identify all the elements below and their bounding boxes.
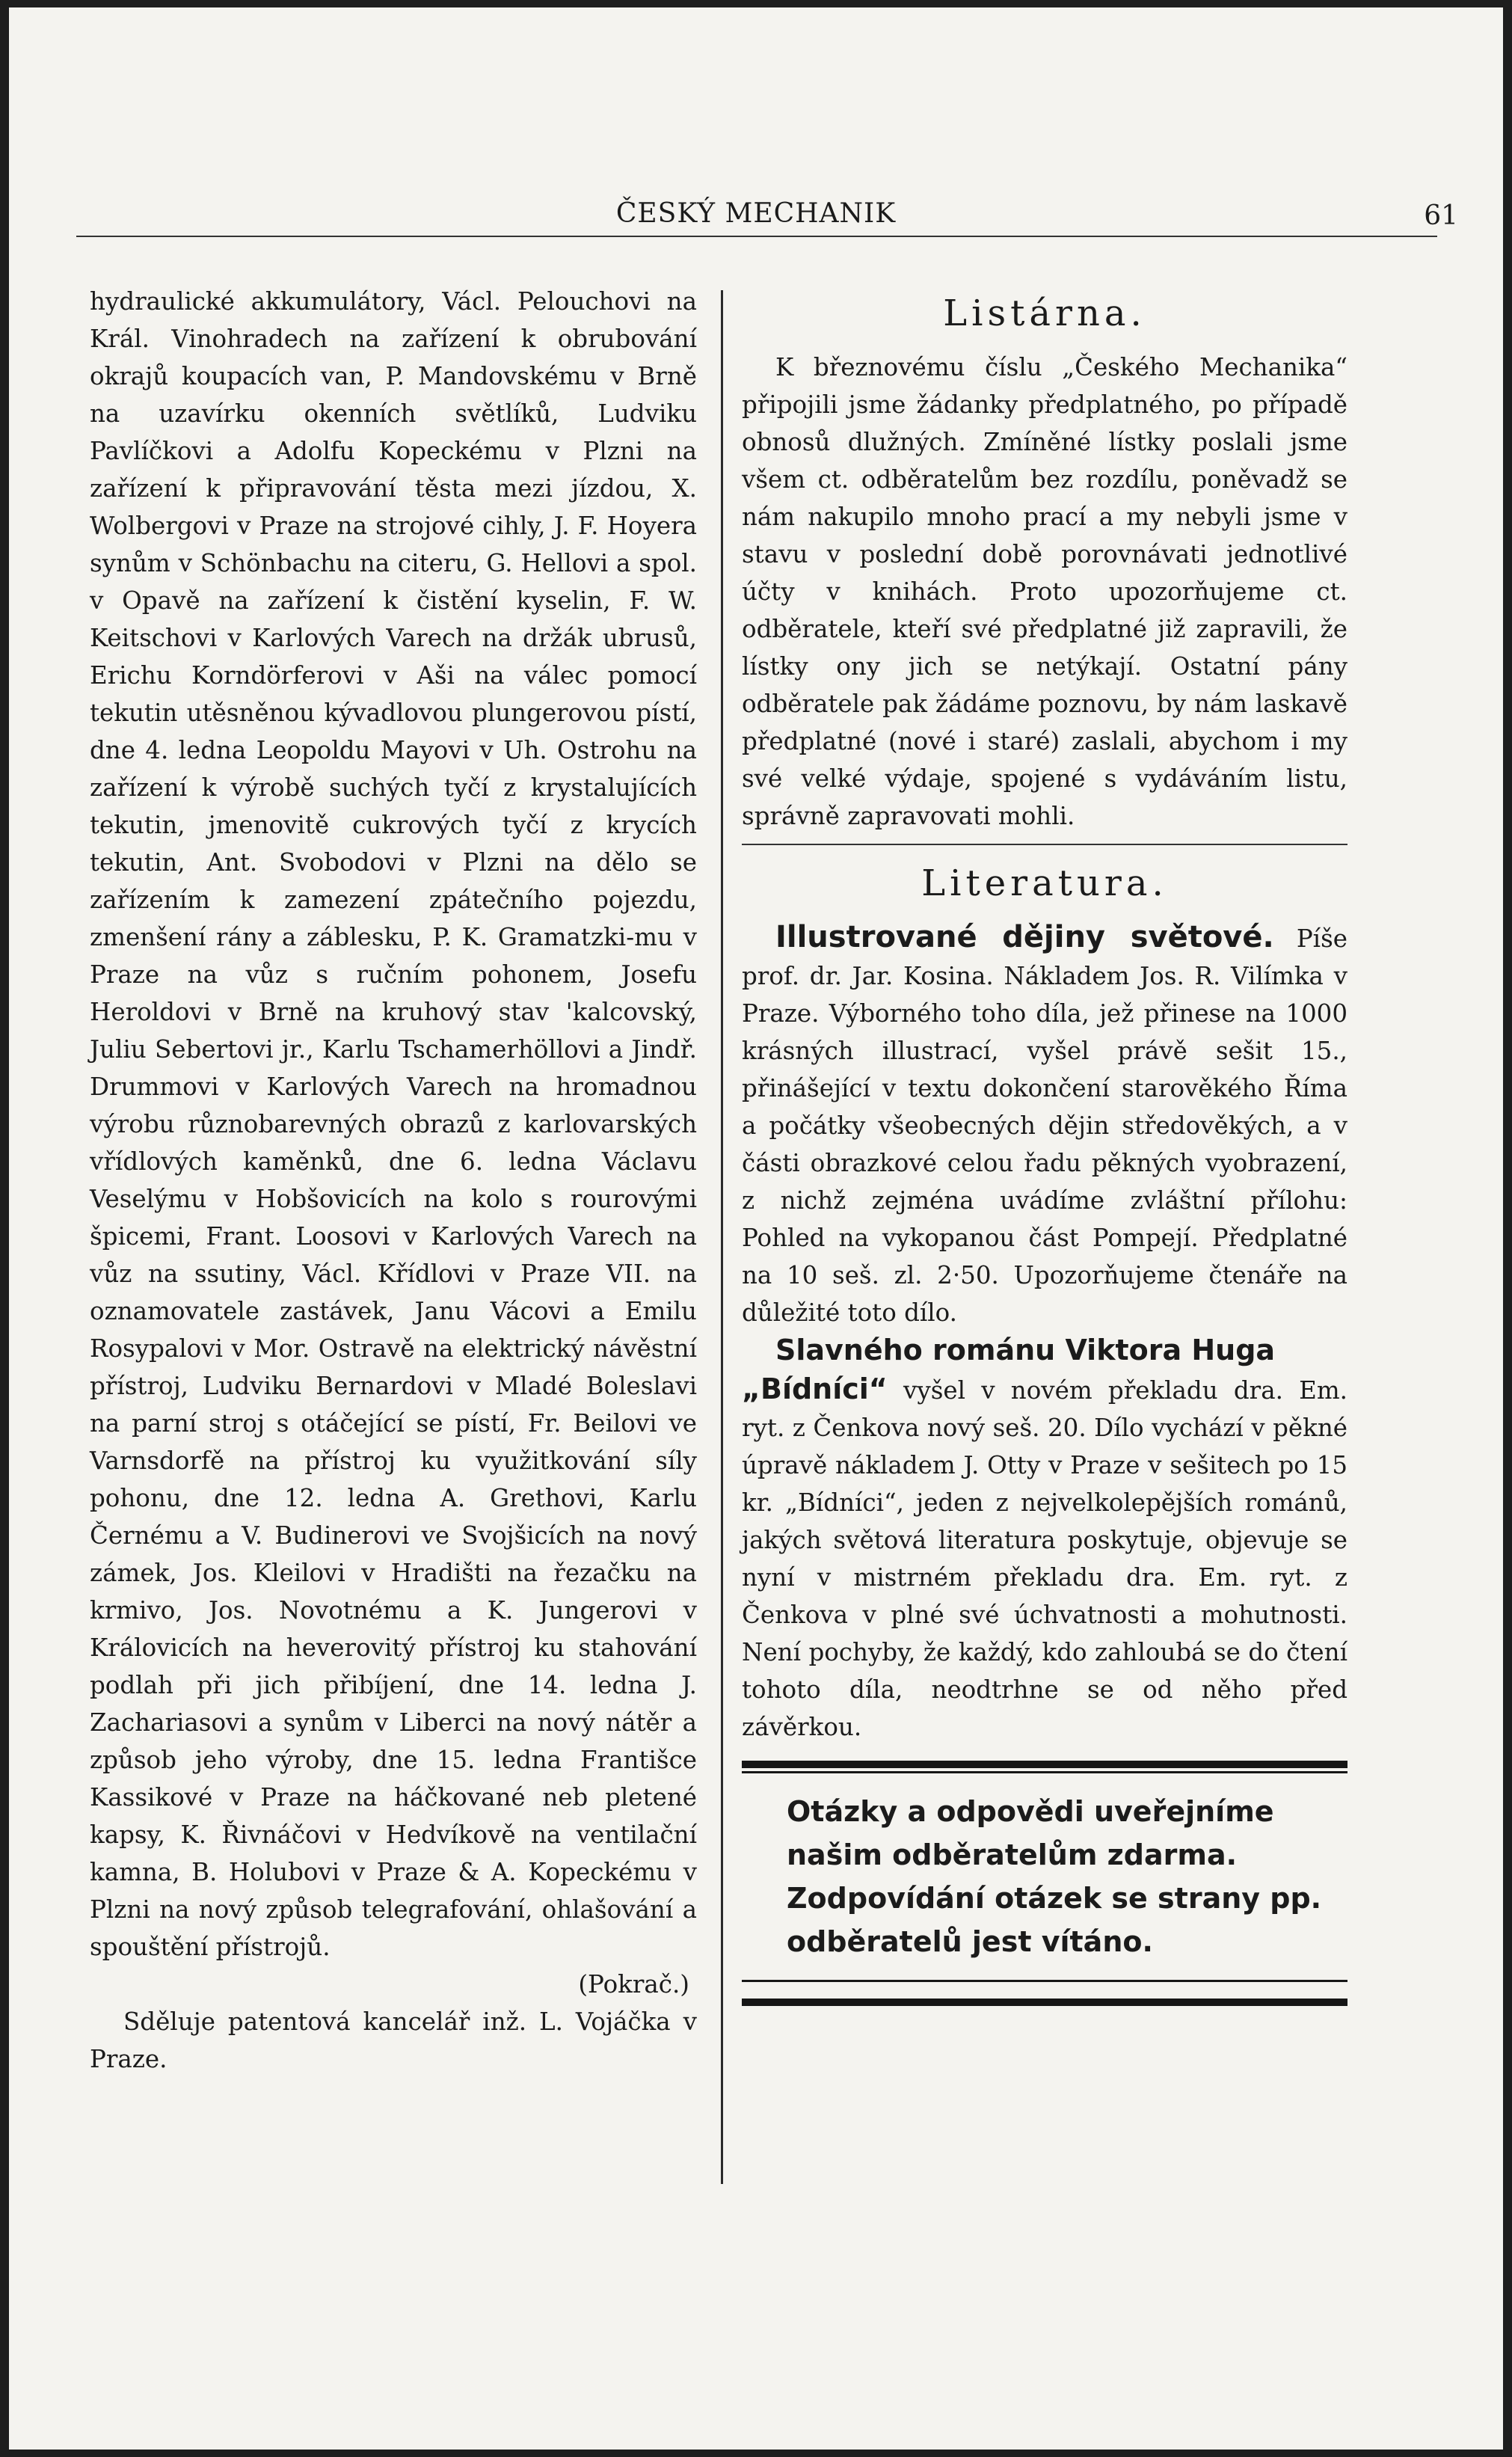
right-column xyxy=(742,283,1347,2006)
section-rule xyxy=(742,844,1347,845)
patent-list-text: hydraulické akkumulátory, Václ. Pelouchovi na Král. Vinohradech na zařízení k obrubování okrajů koupacích van, P. Mandovskému v Brně na uzavírku okenních světlíků, Ludviku Pavlíčkovi a Adolfu Kopeckému v Plzni na zařízení k připravování těsta mezi jízdou, X. Wolbergovi v Praze na strojové cihly, J. F. Hoyera synům v Schönbachu na citeru, G. Hellovi a spol. v Opavě na zařízení k čistění kyselin, F. W. Keitschovi v Karlových Varech na držák ubrusů, Erichu Korndörferovi v Aši na válec pomocí tekutin utěsněnou kývadlovou plungerovou pístí, dne 4. ledna Leopoldu Mayovi v Uh. Ostrohu na zařízení k výrobě suchých tyčí z krystalujících tekutin, jmenovitě cukrových tyčí z krycích tekutin, Ant. Svobodovi v Plzni na dělo se zařízením k zamezení zpátečního pojezdu, zmenšení rány a záblesku, P. K. Gramatzki-mu v Praze na vůz s ručním pohonem, Josefu Heroldovi v Brně na kruhový stav 'kalcovský, Juliu Sebertovi jr., Karlu Tschamerhöllovi a Jindř. Drummovi v Karlových Varech na hromadnou výrobu různobarevných obrazů z karlovarských vřídlových kaměnků, dne 6. ledna Václavu Veselýmu v Hobšovicích na kolo s rourovými špicemi, Frant. Loosovi v Karlových Varech na vůz na ssutiny, Václ. Křídlovi v Praze VII. na oznamovatele zastávek, Janu Vácovi a Emilu Rosypalovi v Mor. Ostravě na elektrický návěstní přístroj, Ludviku Bernardovi v Mladé Boleslavi na parní stroj s otáčející se pístí, Fr. Beilovi ve Varnsdorfě na přístroj ku využitkování síly pohonu, dne 12. ledna A. Grethovi, Karlu Černému a V. Budinerovi ve Svojšicích na nový zámek, Jos. Kleilovi v Hradišti na řezačku na krmivo, Jos. Novotnému a K. Jungerovi v Královicích na heverovitý přístroj ku stahování podlah při jich přibíjení, dne 14. ledna J. Zachariasovi a synům v Liberci na nový nátěr a způsob jeho výroby, dne 15. ledna Františce Kassikové v Praze na háčkované neb pletené kapsy, K. Řivnáčovi v Hedvíkově na ventilační kamna, B. Holubovi v Praze & A. Kopeckému v Plzni na nový způsob telegrafování, ohlašování a spouštění přístrojů. xyxy=(90,287,697,1961)
book2-entry xyxy=(742,1331,1347,1746)
notice-rule-top-thin xyxy=(742,1771,1347,1773)
book1-title: Illustrované dějiny světové. xyxy=(775,920,1274,954)
continued-note: (Pokrač.) xyxy=(578,1970,689,1999)
header-rule xyxy=(76,236,1437,237)
listarna-heading: Listárna. xyxy=(943,292,1146,334)
closing-note: Sděluje patentová kancelář inž. L. Vojáčka v Praze. xyxy=(90,2007,697,2073)
book2-text: vyšel v novém překladu dra. Em. ryt. z Čenkova nový seš. 20. Dílo vychází v pěkné úpravě nákladem J. Otty v Praze v sešitech po 15 kr. „Bídníci“, jeden z nejvelkolepějších románů, jakých světová literatura poskytuje, objevuje se nyní v mistrném překladu dra. Em. ryt. z Čenkova v plné své úchvatnosti a mohutnosti. Není pochyby, že každý, kdo zahloubá se do čtení tohoto díla, neodtrhne se od něho před závěrkou. xyxy=(742,1376,1347,1741)
book1-entry xyxy=(742,918,1347,1331)
book2-title: Slavného románu Viktora Huga xyxy=(775,1334,1276,1366)
notice-rule-bottom-thin xyxy=(742,1980,1347,1982)
notice-rule-top xyxy=(742,1761,1347,1768)
page-header-title: ČESKÝ MECHANIK xyxy=(615,198,897,229)
book2-subtitle: „Bídníci“ xyxy=(742,1372,888,1405)
column-divider xyxy=(721,290,723,2184)
journal-page xyxy=(9,7,1503,2450)
patent-list-column xyxy=(90,283,697,2078)
literatura-heading: Literatura. xyxy=(921,862,1168,904)
book1-text: Píše prof. dr. Jar. Kosina. Nákladem Jos. R. Vilímka v Praze. Výborného toho díla, jež přinese na 1000 krásných illustrací, vyšel právě sešit 15., přinášející v textu dokončení starověkého Říma a počátky všeobecných dějin středověkých, a v části obrazkové celou řadu pěkných vyobrazení, z nichž zejména uvádíme zvláštní přílohu: Pohled na vykopanou část Pompejí. Předplatné na 10 seš. zl. 2·50. Upozorňujeme čtenáře na důležité toto dílo. xyxy=(742,924,1347,1327)
listarna-text: K březnovému číslu „Českého Mechanika“ připojili jsme žádanky předplatného, po případě obnosů dlužných. Zmíněné lístky poslali jsme všem ct. odběratelům bez rozdílu, poněvadž se nám nakupilo mnoho prací a my nebyli jsme v stavu v poslední době porovnávati jednotlivé účty v knihách. Proto upozorňujeme ct. odběratele, kteří své předplatné již zapravili, že lístky ony jich se netýkají. Ostatní pány odběratele pak žádáme poznovu, by nám laskavě předplatné (nové i staré) zaslali, abychom i my své velké výdaje, spojené s vydáváním listu, správně zapravovati mohli. xyxy=(742,353,1347,830)
qa-notice: Otázky a odpovědi uveřejníme našim odběratelům zdarma. Zodpovídání otázek se strany pp. odběratelů jest vítáno. xyxy=(787,1795,1322,1958)
page-number: 61 xyxy=(1424,200,1458,231)
notice-rule-bottom xyxy=(742,1999,1347,2006)
